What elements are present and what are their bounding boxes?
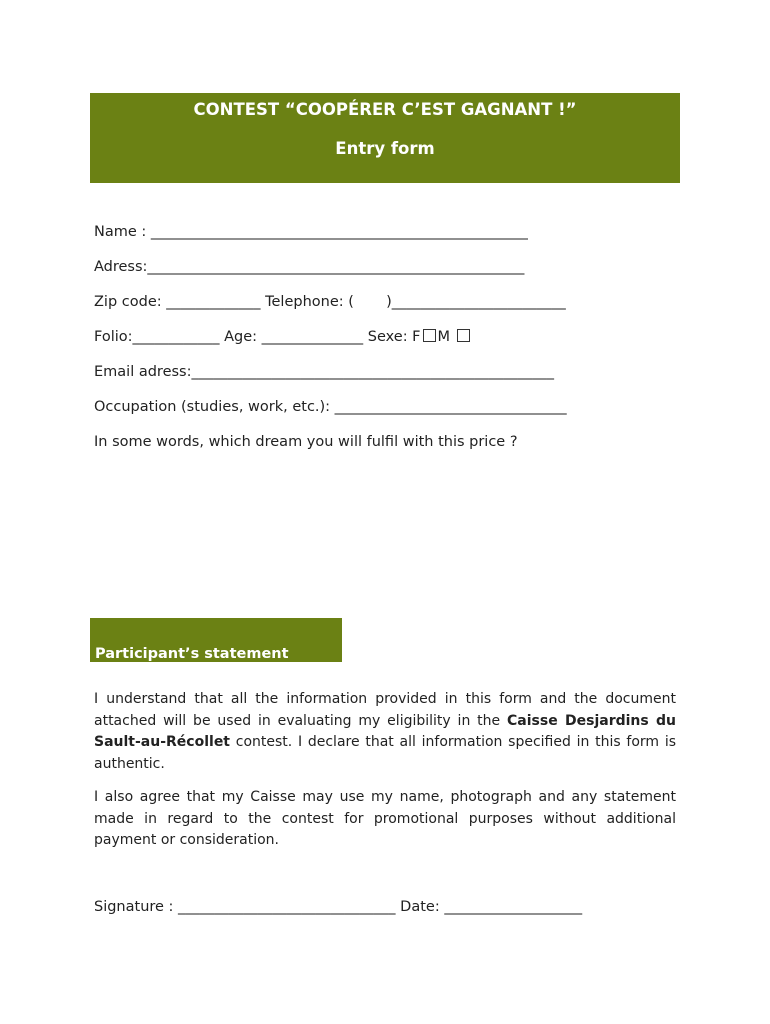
occupation-field[interactable]: Occupation (studies, work, etc.): ________________________________	[94, 399, 567, 415]
sex-f-checkbox[interactable]	[423, 329, 436, 342]
sex-m-checkbox[interactable]	[457, 329, 470, 342]
statement-heading: Participant’s statement	[95, 646, 289, 662]
statement-p1-text-end: contest. I declare that all information specified in this form is authentic.	[94, 734, 676, 772]
email-field[interactable]: Email adress:__________________________________________________	[94, 364, 554, 380]
form-header	[90, 93, 680, 183]
name-field[interactable]: Name : ____________________________________________________	[94, 224, 528, 240]
dream-question: In some words, which dream you will fulfil with this price ?	[94, 434, 518, 450]
statement-paragraph-1	[94, 689, 676, 775]
zip-telephone-field[interactable]: Zip code: _____________ Telephone: ( )________________________	[94, 294, 566, 310]
statement-header	[90, 618, 342, 662]
caisse-name: Caisse Desjardins du Sault-au-Récollet	[94, 712, 676, 750]
contest-title: CONTEST “COOPÉRER C’EST GAGNANT !”	[193, 100, 577, 119]
statement-p1-text: I understand that all the information provided in this form and the document attached will be used in evaluating my eligibility in the	[94, 691, 676, 729]
signature-date-field[interactable]: Signature : ______________________________ Date: ___________________	[94, 899, 583, 915]
sex-m-label: M	[437, 329, 451, 345]
form-subtitle: Entry form	[335, 139, 435, 158]
folio-age-field[interactable]: Folio:____________ Age: ______________ Sexe: F	[94, 329, 421, 345]
address-field[interactable]: Adress:____________________________________________________	[94, 259, 525, 275]
statement-paragraph-2: I also agree that my Caisse may use my name, photograph and any statement made in regard to the contest for promotional purposes without additional payment or consideration.	[94, 789, 676, 848]
folio-age-sex-row	[94, 329, 472, 345]
